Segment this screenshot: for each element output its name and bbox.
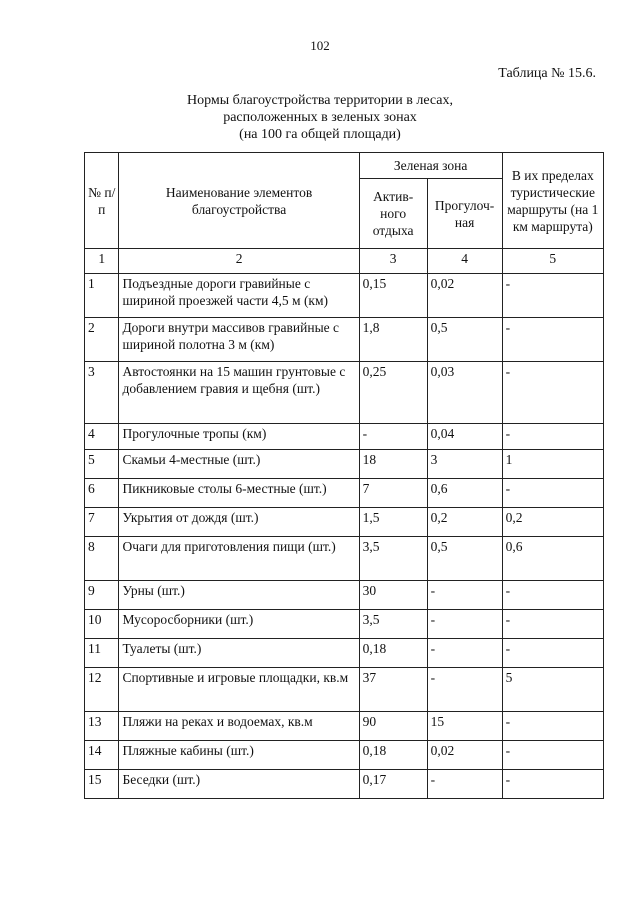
row-tourist-value: 0,6: [502, 537, 603, 581]
row-name: Автостоянки на 15 машин грунтовые с добавлением гравия и щебня (шт.): [119, 362, 359, 424]
table-label: Таблица № 15.6.: [498, 66, 596, 81]
row-number: 5: [85, 450, 119, 479]
table-row: [85, 424, 604, 450]
row-number: 10: [85, 610, 119, 639]
table-row: [85, 479, 604, 508]
table-row: [85, 581, 604, 610]
row-walking-value: -: [427, 610, 502, 639]
row-name: Скамьи 4-местные (шт.): [119, 450, 359, 479]
row-active-value: 37: [359, 668, 427, 712]
row-name: Подъездные дороги гравийные с шириной проезжей части 4,5 м (км): [119, 274, 359, 318]
row-tourist-value: -: [502, 274, 603, 318]
row-walking-value: 0,2: [427, 508, 502, 537]
row-walking-value: -: [427, 581, 502, 610]
row-walking-value: 0,6: [427, 479, 502, 508]
row-number: 8: [85, 537, 119, 581]
norms-table: [84, 152, 604, 799]
row-number: 9: [85, 581, 119, 610]
row-name: Беседки (шт.): [119, 770, 359, 799]
row-tourist-value: 0,2: [502, 508, 603, 537]
table-row: [85, 712, 604, 741]
row-walking-value: -: [427, 668, 502, 712]
row-walking-value: 3: [427, 450, 502, 479]
title-line-3: (на 100 га общей площади): [239, 127, 401, 142]
header-name: Наименование элементов благоустройства: [119, 153, 359, 249]
row-name: Укрытия от дождя (шт.): [119, 508, 359, 537]
row-number: 3: [85, 362, 119, 424]
table-row: [85, 537, 604, 581]
row-number: 1: [85, 274, 119, 318]
column-index: 5: [502, 249, 603, 274]
row-tourist-value: 5: [502, 668, 603, 712]
header-tourist-routes: В их пределах туристические маршруты (на 1 км маршрута): [502, 153, 603, 249]
column-index: 3: [359, 249, 427, 274]
row-walking-value: 15: [427, 712, 502, 741]
table-row: [85, 318, 604, 362]
page-number: 102: [310, 38, 330, 53]
row-walking-value: 0,04: [427, 424, 502, 450]
row-active-value: 0,18: [359, 741, 427, 770]
row-walking-value: -: [427, 770, 502, 799]
row-active-value: 30: [359, 581, 427, 610]
row-number: 2: [85, 318, 119, 362]
table-body: [85, 274, 604, 799]
table-row: [85, 508, 604, 537]
table-row: [85, 450, 604, 479]
title-line-2: расположенных в зеленых зонах: [223, 110, 417, 125]
row-active-value: 0,18: [359, 639, 427, 668]
table-row: [85, 274, 604, 318]
row-name: Пляжные кабины (шт.): [119, 741, 359, 770]
row-active-value: 3,5: [359, 610, 427, 639]
column-index: 1: [85, 249, 119, 274]
row-tourist-value: -: [502, 741, 603, 770]
row-tourist-value: -: [502, 610, 603, 639]
row-active-value: 1,8: [359, 318, 427, 362]
row-name: Дороги внутри массивов гравийные с шириной полотна 3 м (км): [119, 318, 359, 362]
row-number: 15: [85, 770, 119, 799]
row-active-value: 1,5: [359, 508, 427, 537]
row-tourist-value: -: [502, 424, 603, 450]
row-tourist-value: -: [502, 770, 603, 799]
table-title: [0, 92, 640, 143]
row-walking-value: 0,5: [427, 537, 502, 581]
row-walking-value: 0,5: [427, 318, 502, 362]
row-walking-value: 0,02: [427, 741, 502, 770]
row-name: Туалеты (шт.): [119, 639, 359, 668]
row-active-value: 0,25: [359, 362, 427, 424]
row-name: Прогулочные тропы (км): [119, 424, 359, 450]
row-tourist-value: -: [502, 581, 603, 610]
row-active-value: 0,17: [359, 770, 427, 799]
row-tourist-value: -: [502, 712, 603, 741]
row-number: 11: [85, 639, 119, 668]
row-tourist-value: -: [502, 479, 603, 508]
row-walking-value: -: [427, 639, 502, 668]
column-index: 2: [119, 249, 359, 274]
table-row: [85, 741, 604, 770]
row-active-value: 90: [359, 712, 427, 741]
header-walking: Прогулоч-ная: [427, 179, 502, 249]
row-name: Пикниковые столы 6-местные (шт.): [119, 479, 359, 508]
column-index: 4: [427, 249, 502, 274]
header-num: № п/п: [85, 153, 119, 249]
row-name: Урны (шт.): [119, 581, 359, 610]
row-number: 14: [85, 741, 119, 770]
row-number: 13: [85, 712, 119, 741]
row-number: 4: [85, 424, 119, 450]
row-active-value: -: [359, 424, 427, 450]
row-tourist-value: 1: [502, 450, 603, 479]
column-index-row: [85, 249, 604, 274]
row-name: Пляжи на реках и водоемах, кв.м: [119, 712, 359, 741]
row-name: Очаги для приготовления пищи (шт.): [119, 537, 359, 581]
title-line-1: Нормы благоустройства территории в лесах,: [187, 93, 453, 108]
row-number: 12: [85, 668, 119, 712]
row-name: Спортивные и игровые площадки, кв.м: [119, 668, 359, 712]
row-active-value: 18: [359, 450, 427, 479]
row-tourist-value: -: [502, 362, 603, 424]
row-active-value: 7: [359, 479, 427, 508]
row-active-value: 3,5: [359, 537, 427, 581]
table-row: [85, 668, 604, 712]
row-walking-value: 0,03: [427, 362, 502, 424]
header-active-rest: Актив-ного отдыха: [359, 179, 427, 249]
row-active-value: 0,15: [359, 274, 427, 318]
row-tourist-value: -: [502, 318, 603, 362]
table-row: [85, 362, 604, 424]
row-number: 7: [85, 508, 119, 537]
row-name: Мусоросборники (шт.): [119, 610, 359, 639]
table-row: [85, 770, 604, 799]
row-tourist-value: -: [502, 639, 603, 668]
row-number: 6: [85, 479, 119, 508]
table-row: [85, 610, 604, 639]
row-walking-value: 0,02: [427, 274, 502, 318]
header-green-zone: Зеленая зона: [359, 153, 502, 179]
table-row: [85, 639, 604, 668]
